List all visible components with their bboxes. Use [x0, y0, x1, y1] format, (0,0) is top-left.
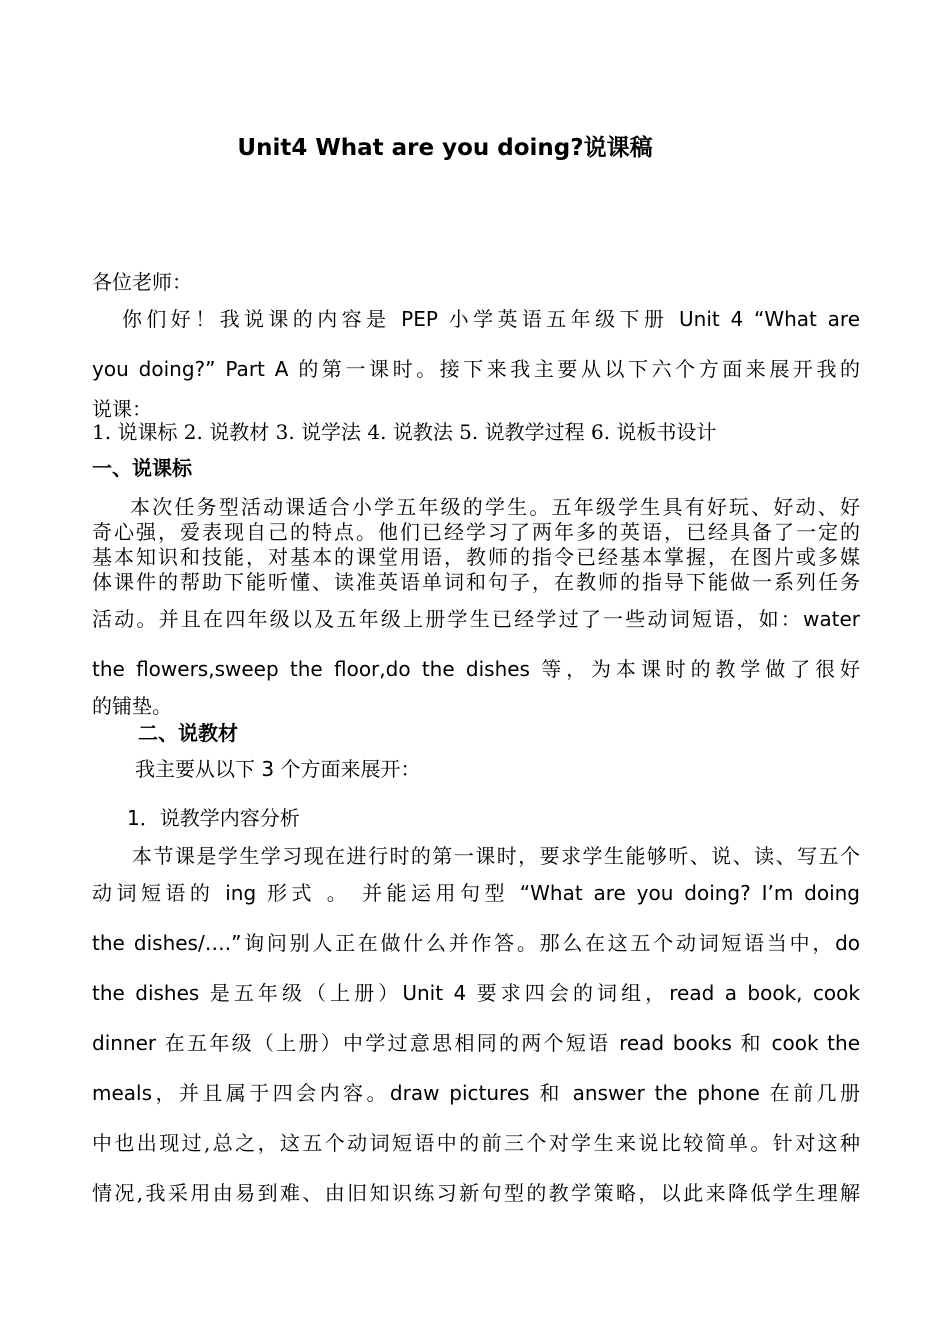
section-heading: 一、说课标 [92, 456, 192, 480]
paragraph-line: 情况,我采用由易到难、由旧知识练习新句型的教学策略，以此来降低学生理解 [92, 1181, 860, 1205]
paragraph-line: 基本知识和技能，对基本的课堂用语，教师的指令已经基本掌握，在图片或多媒 [92, 545, 860, 569]
paragraph-line: 体课件的帮助下能听懂、读准英语单词和句子，在教师的指导下能做一系列任务 [92, 570, 860, 594]
document-title: Unit4 What are you doing?说课稿 [237, 135, 653, 161]
section-intro: 我主要从以下 3 个方面来展开： [135, 757, 421, 781]
section-heading: 二、说教材 [138, 721, 238, 745]
paragraph-line: meals，并且属于四会内容。draw pictures 和 answer the phone 在前几册 [92, 1081, 860, 1105]
paragraph-line: 中也出现过,总之，这五个动词短语中的前三个对学生来说比较简单。针对这种 [92, 1131, 860, 1155]
paragraph-line: the dishes/….”询问别人正在做什么并作答。那么在这五个动词短语当中，do [92, 931, 860, 955]
paragraph-line: dinner 在五年级（上册）中学过意思相同的两个短语 read books 和 cook the [92, 1031, 860, 1055]
paragraph-line: 本节课是学生学习现在进行时的第一课时，要求学生能够听、说、读、写五个 [132, 844, 860, 868]
paragraph-line: the dishes 是五年级（上册）Unit 4 要求四会的词组，read a book, cook [92, 981, 860, 1005]
paragraph-line: 活动。并且在四年级以及五年级上册学生已经学过了一些动词短语，如：water [92, 607, 860, 631]
paragraph-line: 动词短语的 ing 形式 。 并能运用句型 “What are you doing? I’m doing [92, 881, 860, 905]
intro-line: 说课： [92, 397, 152, 421]
paragraph-line: 奇心强，爱表现自己的特点。他们已经学习了两年多的英语，已经具备了一定的 [92, 520, 860, 544]
intro-line: you doing?” Part A 的第一课时。接下来我主要从以下六个方面来展开我的 [92, 357, 860, 381]
intro-line: 你们好！我说课的内容是 PEP 小学英语五年级下册 Unit 4 “What are [122, 307, 860, 331]
paragraph-line: 本次任务型活动课适合小学五年级的学生。五年级学生具有好玩、好动、好 [130, 495, 860, 519]
paragraph-line: 的铺垫。 [92, 694, 172, 718]
paragraph-line: the flowers,sweep the floor,do the dishes 等，为本课时的教学做了很好 [92, 657, 860, 681]
subheading: 1．说教学内容分析 [127, 806, 300, 830]
greeting: 各位老师： [92, 270, 192, 294]
intro-line: 1. 说课标 2. 说教材 3. 说学法 4. 说教法 5. 说教学过程 6. 说板书设计 [92, 420, 717, 444]
